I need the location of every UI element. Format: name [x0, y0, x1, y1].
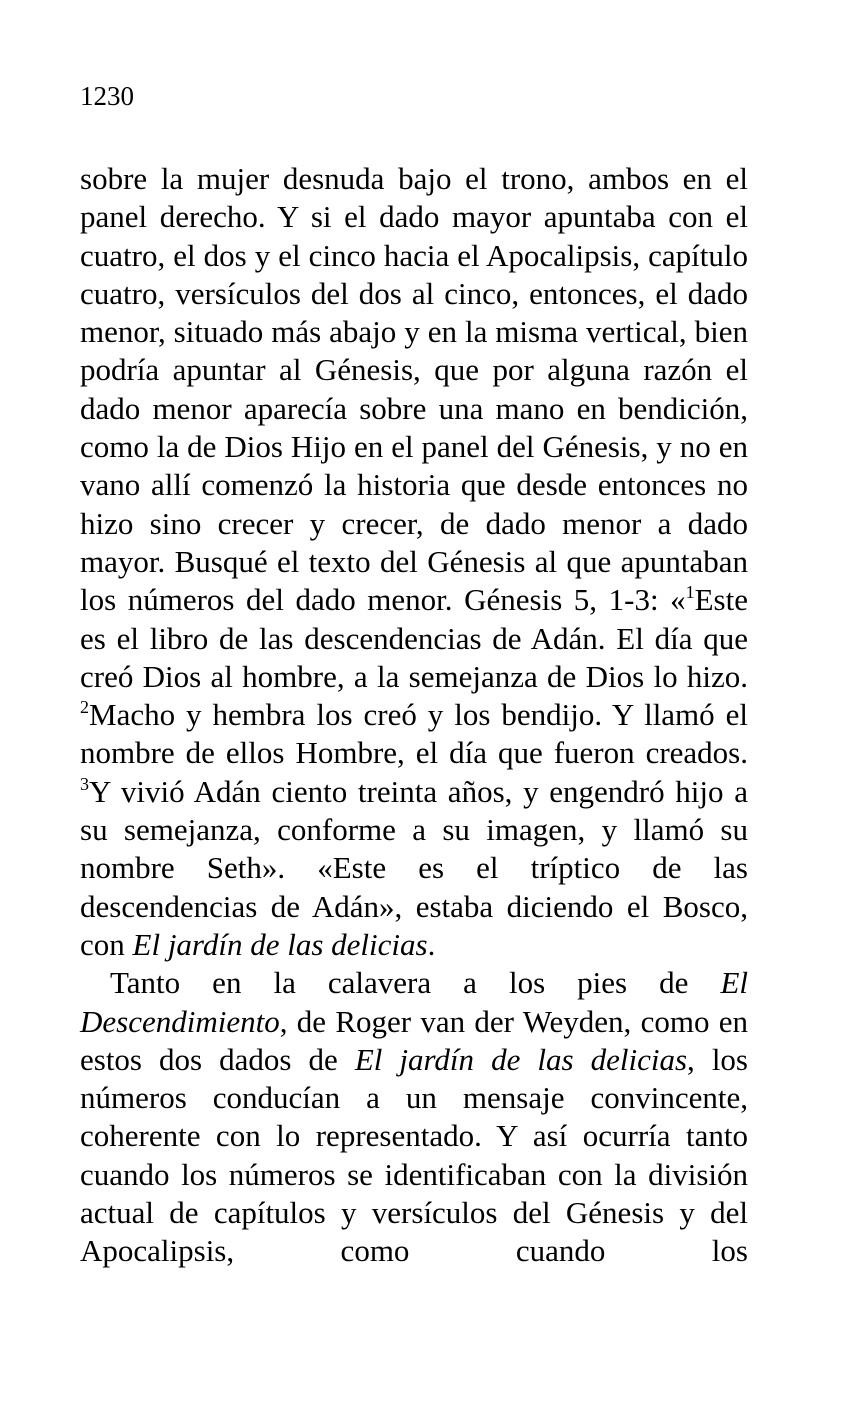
text-segment: sobre la mujer desnuda bajo el trono, ambos en el panel derecho. Y si el dado mayor apuntaba con el cuatro, el dos y el cinco hacia el Apocalipsis, capítulo cuatro, versículos del dos al cinco, entonces, el dado menor, situado más abajo y en la misma vertical, bien podría apuntar al Génesis, que por alguna razón el dado menor aparecía sobre una mano en bendición, como la de Dios Hijo en el panel del Génesis, y no en vano allí comenzó la historia que desde entonces no hizo sino crecer y crecer, de dado menor a dado mayor. Busqué el texto del Génesis al que apuntaban los números del dado menor. Génesis 5, 1-3: «: [80, 161, 748, 618]
text-segment: Este es el libro de las descendencias de Adán. El día que creó Dios al hombre, a la semejanza de Dios lo hizo.: [80, 582, 748, 694]
text-segment: Tanto en la calavera a los pies de: [110, 965, 721, 1001]
text-segment: .: [427, 926, 436, 962]
text-segment: Y vivió Adán ciento treinta años, y engendró hijo a su semejanza, conforme a su imagen, y llamó su nombre Seth». «Este es el tríptico de las descendencias de Adán», estaba diciendo el Bosco, con: [80, 773, 748, 962]
text-segment: , los números conducían a un mensaje convincente, coherente con lo representado. Y así ocurría tanto cuando los números se identificaban con la división actual de capítulos y versículos del Génesis y del Apocalipsis, como cuando los: [80, 1041, 748, 1269]
text-segment: Macho y hembra los creó y los bendijo. Y llamó el nombre de ellos Hombre, el día que fueron creados.: [80, 697, 748, 771]
artwork-title: El jardín de las delicias: [132, 926, 428, 962]
verse-number: 3: [80, 773, 89, 794]
body-text: [80, 160, 748, 1271]
artwork-title: El jardín de las delicias: [354, 1041, 688, 1077]
verse-number: 2: [80, 697, 89, 718]
page-number: 1230: [80, 81, 134, 111]
text-segment: , de Roger van der Weyden, como en estos dos dados de: [80, 1003, 748, 1077]
paragraph: [80, 160, 748, 964]
paragraph: [80, 964, 748, 1270]
artwork-title: El Descendimiento: [80, 965, 748, 1039]
verse-number: 1: [685, 582, 695, 603]
